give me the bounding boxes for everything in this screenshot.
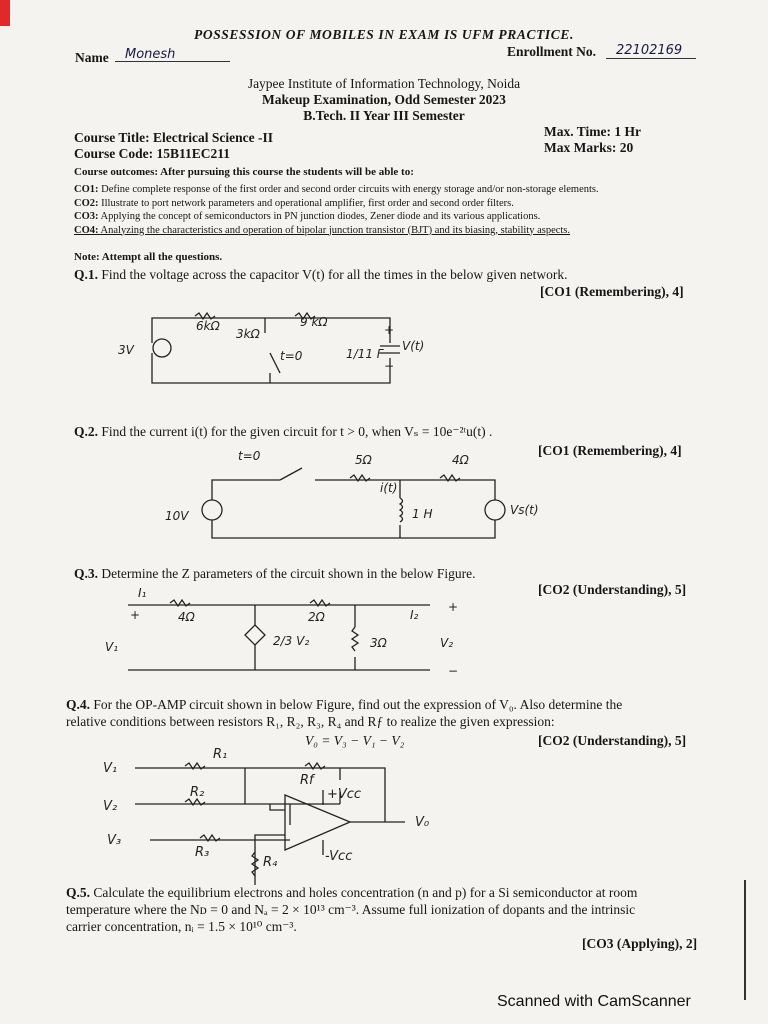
fig2-inductor-label: 1 H <box>412 507 433 521</box>
fig3-i1-label: I₁ <box>138 586 147 600</box>
note: Note: Attempt all the questions. <box>74 251 223 263</box>
exam-banner: POSSESSION OF MOBILES IN EXAM IS UFM PRACTICE. <box>194 27 574 42</box>
fig3-v2-label: V₂ <box>440 636 454 650</box>
program-line: B.Tech. II Year III Semester <box>303 108 465 123</box>
question-5-line3: carrier concentration, nᵢ = 1.5 × 10¹⁰ cm⁻³. <box>66 919 297 934</box>
page-edge-mark <box>744 880 746 1000</box>
fig4-r1-label: R₁ <box>213 747 228 762</box>
fig3-r1-label: 4Ω <box>178 610 195 624</box>
fig3-v1-label: V₁ <box>105 640 119 654</box>
red-corner-mark <box>0 0 10 26</box>
fig3-r3-label: 3Ω <box>370 636 387 650</box>
fig4-v3-label: V₃ <box>107 833 122 848</box>
fig3-dependent-source: 2/3 V₂ <box>273 634 310 648</box>
name-line <box>115 45 230 62</box>
figure-1-circuit <box>100 298 460 398</box>
fig4-rf-label: Rf <box>300 773 314 788</box>
fig3-i2-label: I₂ <box>410 608 419 622</box>
outcome-item: CO3: Applying the concept of semiconductors in PN junction diodes, Zener diode and its various applications. <box>74 211 541 222</box>
question-1-tag: [CO1 (Remembering), 4] <box>540 284 684 299</box>
course-code: Course Code: 15B11EC211 <box>74 146 231 161</box>
fig1-cap-label: 1/11 F <box>346 347 384 361</box>
fig1-r2-label: 3kΩ <box>236 327 260 341</box>
fig1-r1-label: 6kΩ <box>196 319 220 333</box>
outcome-item: CO1: Define complete response of the first order and second order circuits with energy storage and/or non-storage elements. <box>74 184 599 195</box>
name-value: Monesh <box>125 47 176 62</box>
outcomes-heading: Course outcomes: After pursuing this course the students will be able to: <box>74 166 414 178</box>
fig1-plus: + <box>384 323 395 337</box>
fig3-plus-right: + <box>448 600 459 614</box>
fig4-r3-label: R₃ <box>195 845 210 860</box>
figure-3-circuit <box>100 585 480 690</box>
enrollment-label: Enrollment No. <box>507 44 597 59</box>
name-label: Name <box>75 50 109 65</box>
fig2-r1-label: 5Ω <box>355 453 372 467</box>
course-title: Course Title: Electrical Science -II <box>74 130 273 145</box>
question-5-line2: temperature where the Nᴅ = 0 and Nₐ = 2 × 10¹³ cm⁻³. Assume full ionization of dopants and the intrinsic <box>66 902 636 917</box>
outcome-item: CO4: Analyzing the characteristics and operation of bipolar junction transistor (BJT) and its biasing, stability aspects. <box>74 224 571 236</box>
fig4-v1-label: V₁ <box>103 761 118 776</box>
fig1-r3-label: 9 kΩ <box>300 315 328 329</box>
fig3-minus-right: − <box>448 664 459 678</box>
fig4-vcc-label: +Vcc <box>327 787 362 802</box>
fig2-source-label: 10V <box>165 509 189 523</box>
question-2-tag: [CO1 (Remembering), 4] <box>538 443 682 458</box>
question-1: Q.1. Find the voltage across the capacitor V(t) for all the times in the below given network. <box>74 267 568 282</box>
fig3-plus-left: + <box>130 608 141 622</box>
enrollment-value: 22102169 <box>616 43 683 58</box>
fig4-vee-label: -Vcc <box>325 849 353 864</box>
question-4-tag: [CO2 (Understanding), 5] <box>538 733 687 748</box>
exam-title: Makeup Examination, Odd Semester 2023 <box>262 92 506 107</box>
fig1-source-label: 3V <box>118 343 134 357</box>
max-marks: Max Marks: 20 <box>544 140 634 155</box>
fig1-switch-label: t=0 <box>280 349 303 363</box>
max-time: Max. Time: 1 Hr <box>544 124 641 139</box>
fig1-minus: − <box>384 359 395 373</box>
figure-4-opamp-circuit <box>95 740 475 890</box>
fig2-switch-label: t=0 <box>238 449 261 463</box>
enrollment-line <box>606 41 696 59</box>
outcomes-list <box>74 183 714 237</box>
question-3: Q.3. Determine the Z parameters of the circuit shown in the below Figure. <box>74 566 476 581</box>
fig4-v2-label: V₂ <box>103 799 118 814</box>
fig2-current-label: i(t) <box>380 481 398 495</box>
fig3-r2-label: 2Ω <box>308 610 325 624</box>
footer-camscanner: Scanned with CamScanner <box>497 993 691 1010</box>
fig1-vt-label: V(t) <box>402 339 425 353</box>
institute-name: Jaypee Institute of Information Technology, Noida <box>247 76 521 91</box>
outcome-item: CO2: Illustrate to port network parameters and operational amplifier, first order and second order filters. <box>74 197 514 209</box>
fig2-vs-label: Vs(t) <box>510 503 539 517</box>
question-5: Q.5. Calculate the equilibrium electrons and holes concentration (n and p) for a Si semiconductor at room <box>66 885 638 900</box>
question-4-equation: V₀ = V₃ − V₁ − V₂ <box>305 733 405 748</box>
question-3-tag: [CO2 (Understanding), 5] <box>538 582 687 597</box>
question-2: Q.2. Find the current i(t) for the given circuit for t > 0, when Vₛ = 10e⁻²ᵗu(t) . <box>74 424 493 439</box>
fig4-r2-label: R₂ <box>190 785 205 800</box>
fig2-r2-label: 4Ω <box>452 453 469 467</box>
fig4-r4-label: R₄ <box>263 855 278 870</box>
question-4: Q.4. For the OP-AMP circuit shown in below Figure, find out the expression of V₀. Also determine the <box>66 697 623 712</box>
fig4-vo-label: V₀ <box>415 815 430 830</box>
question-4-line2: relative conditions between resistors R₁, R₂, R₃, R₄ and Rƒ to realize the given expression: <box>66 714 555 729</box>
question-5-tag: [CO3 (Applying), 2] <box>582 936 698 951</box>
figure-2-circuit <box>150 440 570 550</box>
